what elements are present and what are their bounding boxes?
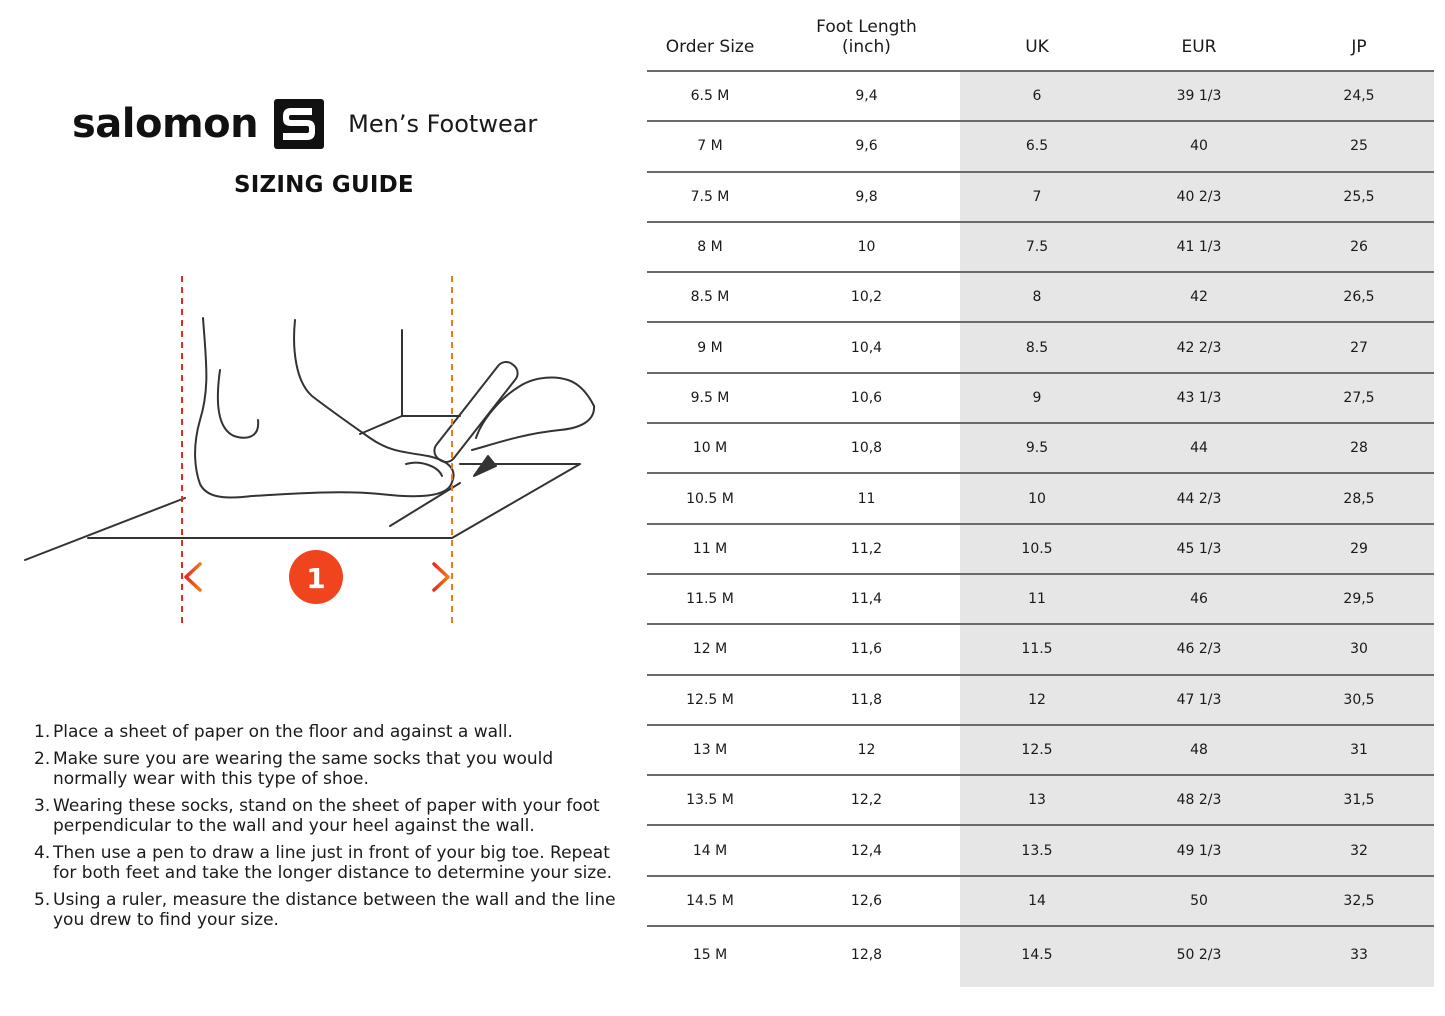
eur-cell: 42 2/3 <box>1176 339 1222 356</box>
eur-cell: 50 <box>1190 892 1208 909</box>
table-row <box>647 776 1434 826</box>
instruction-item: 5. Using a ruler, measure the distance between the wall and the line you drew to find your size. <box>34 890 616 930</box>
instructions-list <box>34 722 624 937</box>
eur-cell: 39 1/3 <box>1176 88 1222 105</box>
eur-cell: 50 2/3 <box>1176 947 1222 964</box>
uk-cell: 11.5 <box>1021 641 1053 658</box>
jp-cell: 26 <box>1350 239 1368 256</box>
uk-cell: 9.5 <box>1025 440 1049 457</box>
foot-length-cell: 11,8 <box>850 691 883 708</box>
instruction-item: 1. Place a sheet of paper on the floor and against a wall. <box>34 722 513 742</box>
table-row <box>647 826 1434 876</box>
uk-cell: 14 <box>1028 892 1046 909</box>
jp-cell: 29 <box>1350 540 1368 557</box>
order-size-cell: 15 M <box>692 947 728 964</box>
jp-cell: 31 <box>1350 742 1368 758</box>
table-row <box>647 122 1434 172</box>
foot-length-cell: 9,8 <box>855 188 878 205</box>
table-row <box>647 625 1434 675</box>
brand-header <box>72 98 537 150</box>
foot-length-cell: 9,4 <box>855 88 878 105</box>
uk-cell: 10.5 <box>1021 540 1053 557</box>
uk-cell: 14.5 <box>1021 947 1053 964</box>
order-size-cell: 7 M <box>697 138 723 155</box>
eur-cell: 43 1/3 <box>1176 389 1222 406</box>
order-size-cell: 8.5 M <box>690 289 730 306</box>
uk-cell: 8.5 <box>1025 339 1049 356</box>
uk-cell: 7.5 <box>1025 239 1049 256</box>
eur-cell: 46 2/3 <box>1176 641 1222 658</box>
uk-cell: 7 <box>1032 188 1042 205</box>
eur-cell: 40 2/3 <box>1176 188 1222 205</box>
order-size-cell: 13 M <box>692 742 728 758</box>
foot-length-cell: 12,6 <box>850 892 883 909</box>
uk-cell: 11 <box>1028 591 1046 608</box>
foot-length-cell: 10,8 <box>850 440 883 457</box>
instruction-item: 2. Make sure you are wearing the same socks that you would normally wear with this type of shoe. <box>34 749 554 789</box>
uk-cell: 13.5 <box>1021 842 1053 859</box>
size-chart-table <box>647 0 1434 983</box>
order-size-cell: 13.5 M <box>686 792 734 809</box>
foot-length-cell: 10,4 <box>850 339 883 356</box>
salomon-wordmark: salomon <box>72 101 259 147</box>
foot-length-cell: 11 <box>857 490 876 507</box>
jp-cell: 24,5 <box>1343 88 1375 105</box>
table-row <box>647 323 1434 373</box>
order-size-cell: 12 M <box>692 641 728 658</box>
jp-cell: 33 <box>1350 947 1368 964</box>
order-size-cell: 11 M <box>692 540 728 557</box>
order-size-cell: 8 M <box>697 239 723 256</box>
foot-length-cell: 10,2 <box>850 289 883 306</box>
header-eur: EUR <box>1181 37 1217 57</box>
table-row <box>647 877 1434 927</box>
header-order-size: Order Size <box>665 37 755 57</box>
uk-cell: 10 <box>1028 490 1046 507</box>
jp-cell: 32 <box>1350 842 1368 859</box>
jp-cell: 31,5 <box>1343 792 1375 809</box>
eur-cell: 44 2/3 <box>1176 490 1222 507</box>
table-row <box>647 575 1434 625</box>
table-body <box>647 72 1434 983</box>
foot-length-cell: 12,4 <box>850 842 883 859</box>
order-size-cell: 10.5 M <box>686 490 734 507</box>
jp-cell: 25 <box>1350 138 1368 155</box>
header-foot-length <box>773 0 960 70</box>
jp-cell: 27 <box>1350 339 1368 356</box>
uk-cell: 8 <box>1032 289 1042 306</box>
order-size-cell: 9.5 M <box>690 389 730 406</box>
table-row <box>647 374 1434 424</box>
header-foot-length-label: Foot Length (inch) <box>816 17 917 57</box>
foot-length-cell: 10 <box>857 239 876 256</box>
eur-cell: 42 <box>1190 289 1208 306</box>
table-row <box>647 676 1434 726</box>
jp-cell: 30 <box>1350 641 1368 658</box>
uk-cell: 12.5 <box>1021 742 1053 758</box>
table-row <box>647 525 1434 575</box>
order-size-cell: 14 M <box>692 842 728 859</box>
jp-cell: 28,5 <box>1343 490 1375 507</box>
uk-cell: 6 <box>1032 88 1042 105</box>
uk-cell: 6.5 <box>1025 138 1049 155</box>
jp-cell: 27,5 <box>1343 389 1375 406</box>
sizing-guide-title: SIZING GUIDE <box>234 172 414 198</box>
eur-cell: 47 1/3 <box>1176 691 1222 708</box>
eur-cell: 45 1/3 <box>1176 540 1222 557</box>
foot-length-cell: 11,4 <box>850 591 883 608</box>
table-row <box>647 726 1434 776</box>
order-size-cell: 7.5 M <box>690 188 730 205</box>
eur-cell: 49 1/3 <box>1176 842 1222 859</box>
jp-cell: 32,5 <box>1343 892 1375 909</box>
foot-length-cell: 11,6 <box>850 641 883 658</box>
eur-cell: 41 1/3 <box>1176 239 1222 256</box>
uk-cell: 12 <box>1028 691 1046 708</box>
table-row <box>647 72 1434 122</box>
instruction-item: 3. Wearing these socks, stand on the sheet of paper with your foot perpendicular to the wall and your heel against the wall. <box>34 796 600 836</box>
foot-length-cell: 12,2 <box>850 792 883 809</box>
jp-cell: 28 <box>1350 440 1368 457</box>
instruction-item: 4. Then use a pen to draw a line just in front of your big toe. Repeat for both feet and take the longer distance to determine your size. <box>34 843 613 883</box>
table-row <box>647 474 1434 524</box>
salomon-logo-icon <box>274 99 324 149</box>
eur-cell: 48 2/3 <box>1176 792 1222 809</box>
jp-cell: 30,5 <box>1343 691 1375 708</box>
brand-subtitle: Men’s Footwear <box>348 110 538 138</box>
jp-cell: 25,5 <box>1343 188 1375 205</box>
foot-length-cell: 10,6 <box>850 389 883 406</box>
eur-cell: 46 <box>1190 591 1208 608</box>
order-size-cell: 14.5 M <box>686 892 734 909</box>
uk-cell: 13 <box>1028 792 1046 809</box>
jp-cell: 26,5 <box>1343 289 1375 306</box>
foot-measurement-illustration <box>20 270 620 630</box>
foot-length-cell: 12 <box>857 742 876 758</box>
table-header-row <box>647 0 1434 72</box>
table-row <box>647 424 1434 474</box>
foot-length-cell: 11,2 <box>850 540 883 557</box>
eur-cell: 48 <box>1190 742 1208 758</box>
foot-length-cell: 9,6 <box>855 138 878 155</box>
foot-length-cell: 12,8 <box>850 947 883 964</box>
header-jp: JP <box>1351 37 1367 57</box>
table-row <box>647 927 1434 983</box>
uk-cell: 9 <box>1032 389 1042 406</box>
eur-cell: 40 <box>1190 138 1208 155</box>
table-row <box>647 223 1434 273</box>
step-marker-label: 1 <box>306 562 326 595</box>
order-size-cell: 11.5 M <box>686 591 734 608</box>
order-size-cell: 9 M <box>697 339 723 356</box>
order-size-cell: 10 M <box>692 440 728 457</box>
order-size-cell: 12.5 M <box>686 691 734 708</box>
order-size-cell: 6.5 M <box>690 88 730 105</box>
jp-cell: 29,5 <box>1343 591 1375 608</box>
eur-cell: 44 <box>1190 440 1208 457</box>
table-row <box>647 273 1434 323</box>
table-row <box>647 173 1434 223</box>
header-uk: UK <box>1025 37 1049 57</box>
